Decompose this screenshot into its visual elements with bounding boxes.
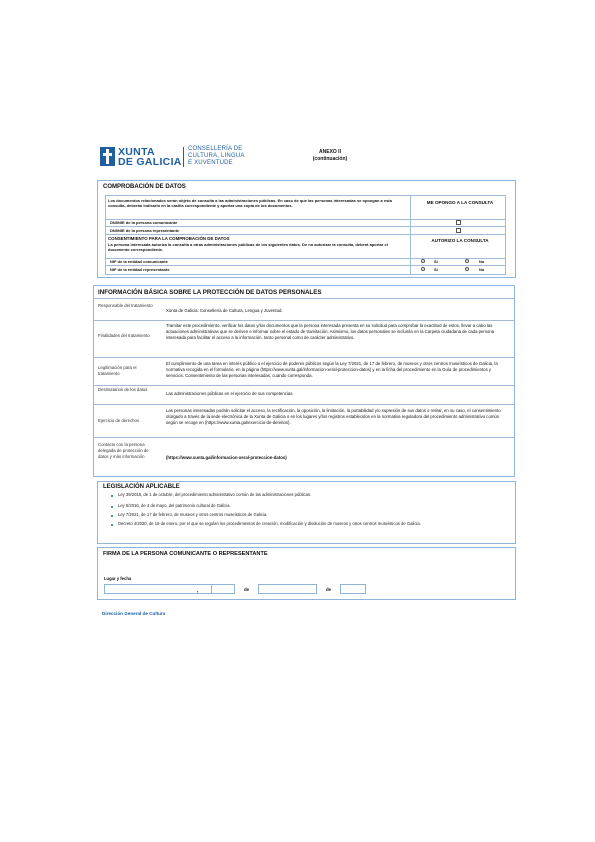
proteccion-value-contacto: (https://www.xunta.gal/informacion-xeral-proteccion-datos) <box>166 455 287 460</box>
proteccion-label-contacto: Contacto con la persona delegada de protección de datos y más información <box>98 442 149 459</box>
firma-title: FIRMA DE LA PERSONA COMUNICANTE O REPRESENTANTE <box>103 551 268 557</box>
row-line <box>105 234 506 235</box>
annex-title: ANEXO II <box>319 149 341 155</box>
proteccion-label-destinatarios: Destinatarios de los datos <box>98 387 148 392</box>
oppose-checkbox-representante[interactable] <box>456 228 461 233</box>
logo-divider <box>183 147 184 167</box>
row-line <box>93 385 514 386</box>
conselleria-line-2: CULTURA, LINGUA <box>188 153 245 159</box>
row-nif-representante: NIF de la entidad representante <box>110 267 170 272</box>
proteccion-label-finalidades: Finalidades del tratamiento <box>98 333 150 338</box>
footer-text: Dirección General de Cultura <box>102 611 166 616</box>
row-line <box>93 404 514 405</box>
row-dni-comunicante: DNI/NIE de la persona comunicante <box>110 220 178 225</box>
comma-separator: , <box>197 588 199 594</box>
conselleria-line-3: E XUVENTUDE <box>188 160 233 166</box>
proteccion-section <box>93 285 515 477</box>
no-label: No <box>479 267 485 272</box>
yes-label: Sí <box>434 259 438 264</box>
xunta-logo-icon <box>100 147 115 166</box>
conselleria-name <box>188 146 245 167</box>
oppose-checkbox-comunicante[interactable] <box>456 220 461 225</box>
authorize-no-radio-representante[interactable] <box>465 267 469 271</box>
month-input[interactable] <box>258 584 317 594</box>
row-line <box>93 298 514 299</box>
de-label-2: de <box>326 587 332 592</box>
legislacion-item-2: Ley 5/2016, de 4 de mayo, del patrimonio cultural de Galicia. <box>118 503 231 508</box>
yes-label: Sí <box>434 267 438 272</box>
row-line <box>93 320 514 321</box>
row-nif-comunicante: NIF de la entidad comunicante <box>110 259 168 264</box>
row-line <box>93 437 514 438</box>
row-line <box>93 357 514 358</box>
authorize-yes-radio-representante[interactable] <box>421 267 425 271</box>
legislacion-item-1: Ley 39/2015, de 1 de octubre, del procedimiento administrativo común de las administraciones públicas. <box>118 492 312 497</box>
oppose-header: ME OPONGO A LA CONSULTA <box>426 200 494 205</box>
proteccion-value-derechos: Las personas interesadas podrán solicitar el acceso, la rectificación, la oposición, la limitación, la portabilidad y/o supresión de sus datos o retirar, en su caso, el consentimiento otorgado a través de la sede electrónica de la Xunta de Galicia o en los lugares y/los registros establecidos en la normativa reguladora del procedimiento administrativo común según se recoge en (https://www.xunta.gal/exercicio-de-dereitos). <box>166 408 501 425</box>
proteccion-value-legitimacion: El cumplimiento de una tarea en interés público o el ejercicio de poderes públicos según la Ley 7/2021, de 17 de febrero, de museos y otros centros museísticos de Galicia, la normativa recogida en el formulario, en la página (https://www.xunta.gal/informacion-xeral-proteccion-datos) y en la ficha del procedimiento en la Guía de procedimientos y servicios. Consentimiento de las personas interesadas, cuando corresponda. <box>166 361 498 378</box>
authorize-no-radio-comunicante[interactable] <box>465 259 469 263</box>
logo-line-1: XUNTA <box>118 146 155 158</box>
logo-text <box>118 147 182 167</box>
consent-title: CONSENTIMIENTO PARA LA COMPROBACIÓN DE DATOS <box>108 236 230 241</box>
proteccion-label-derechos: Ejercicio de derechos <box>98 418 140 423</box>
year-input[interactable] <box>340 584 366 594</box>
proteccion-value-finalidades: Tramitar este procedimiento, verificar los datos y/los documentos que la persona interesada presenta en su solicitud para comprobar la exactitud de estos, llevar a cabo las actuaciones administrativas que se deriven e informar sobre el estado de tramitación. Asimismo, los datos personales se incluirán en la Carpeta ciudadana de cada persona interesada para facilitar el acceso a la información. tanto personal como de carácter administrativo. <box>166 323 495 340</box>
bullet-icon <box>111 524 113 526</box>
conselleria-line-1: CONSELLERÍA DE <box>188 146 243 152</box>
consent-text: La persona interesada autoriza la consulta a otras administraciones públicas de los siguientes datos. De no autorizar la consulta, deberá aportar el documento correspondiente. <box>108 242 388 252</box>
row-dni-representante: DNI/NIE de la persona representante <box>110 228 180 233</box>
row-line <box>105 226 506 227</box>
day-input[interactable] <box>211 584 235 594</box>
place-date-label: Lugar y fecha <box>104 576 132 581</box>
authorize-header: AUTORIZO LA CONSULTA <box>431 238 489 243</box>
legislacion-title: LEGISLACIÓN APLICABLE <box>103 484 180 490</box>
bullet-icon <box>111 495 113 497</box>
legislacion-item-4: Decreto 4/2020, de 19 de enero, por el que se regulan los procedimientos de creación, modificación y disolución de museos y otros centros museísticos de Galicia. <box>118 521 421 526</box>
no-label: No <box>479 259 485 264</box>
proteccion-title: INFORMACIÓN BÁSICA SOBRE LA PROTECCIÓN DE DATOS PERSONALES <box>98 289 322 296</box>
annex-subtitle: (continuación) <box>312 156 348 162</box>
comprobacion-intro: Los documentos relacionados serán objeto de consulta a las administraciones públicas. En caso de que las personas interesadas se opongan a esta consulta, deberán indicarlo en la casilla correspondiente y aportar una copia de los documentos. <box>108 198 392 208</box>
bullet-icon <box>111 515 113 517</box>
annex-heading <box>300 149 360 163</box>
proteccion-label-legitimacion: Legitimación para el tratamiento <box>98 365 137 376</box>
proteccion-value-destinatarios: Las administraciones públicas en el ejercicio de sus competencias. <box>166 391 294 396</box>
legislacion-item-3: Ley 7/2021, de 17 de febrero, de museos y otros centros museísticos de Galicia. <box>118 512 268 517</box>
proteccion-label-responsable: Responsable del tratamiento <box>98 303 153 308</box>
logo-line-2: DE GALICIA <box>118 156 182 168</box>
de-label-1: de <box>244 587 250 592</box>
bullet-icon <box>111 506 113 508</box>
authorize-yes-radio-comunicante[interactable] <box>421 259 425 263</box>
row-line <box>105 265 506 266</box>
comprobacion-title: COMPROBACIÓN DE DATOS <box>103 184 186 190</box>
table-divider <box>410 195 411 275</box>
proteccion-value-responsable: Xunta de Galicia. Consellería de Cultura, Lengua y Juventud. <box>166 308 283 313</box>
